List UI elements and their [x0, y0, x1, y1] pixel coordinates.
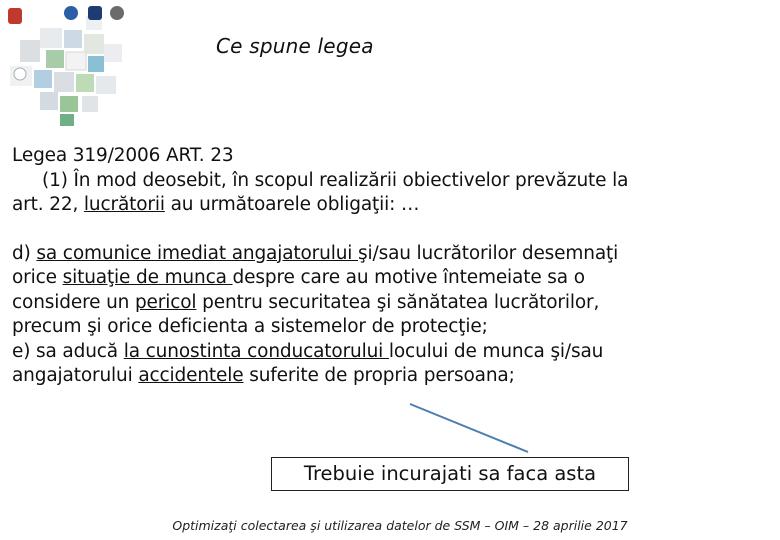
- oim-logo: [110, 6, 124, 20]
- item-d-line: considere un pericol pentru securitatea şi sănătatea lucrătorilor,: [12, 291, 600, 313]
- paragraph-1-line: art. 22, lucrătorii au următoarele obligaţii: …: [12, 194, 420, 215]
- slide-title: Ce spune legea: [216, 34, 374, 58]
- item-d-line: orice situaţie de munca despre care au motive întemeiate sa o: [12, 267, 585, 288]
- item-d-line: d) sa comunice imediat angajatorului şi/sau lucrătorilor desemnaţi: [12, 242, 619, 264]
- underlined-term: situaţie de munca: [62, 267, 233, 288]
- underlined-term: la cunostinta conducatorului: [123, 340, 389, 362]
- slide-footer: Optimizaţi colectarea şi utilizarea datelor de SSM – OIM – 28 aprilie 2017: [172, 518, 628, 533]
- item-d-line: precum şi orice deficienta a sistemelor de protecţie;: [12, 316, 488, 337]
- item-e-line: angajatorului accidentele suferite de propria persoana;: [12, 365, 515, 386]
- callout-box: Trebuie incurajati sa faca asta: [271, 457, 629, 491]
- underlined-term: pericol: [134, 291, 197, 313]
- underlined-term: accidentele: [138, 365, 244, 386]
- paragraph-1-line: (1) În mod deosebit, în scopul realizării obiectivelor prevăzute la: [42, 169, 629, 191]
- law-text: [12, 144, 772, 389]
- item-e-line: e) sa aducă la cunostinta conducatorului locului de munca şi/sau: [12, 340, 604, 362]
- coat-of-arms-logo: [64, 6, 78, 20]
- logo-bar: [4, 4, 124, 30]
- ministry-logo: [88, 6, 102, 20]
- underlined-term: sa comunice imediat angajatorului: [36, 242, 359, 264]
- law-reference: Legea 319/2006 ART. 23: [12, 145, 234, 166]
- institution-logo: [8, 8, 22, 24]
- underlined-term: lucrătorii: [83, 194, 165, 215]
